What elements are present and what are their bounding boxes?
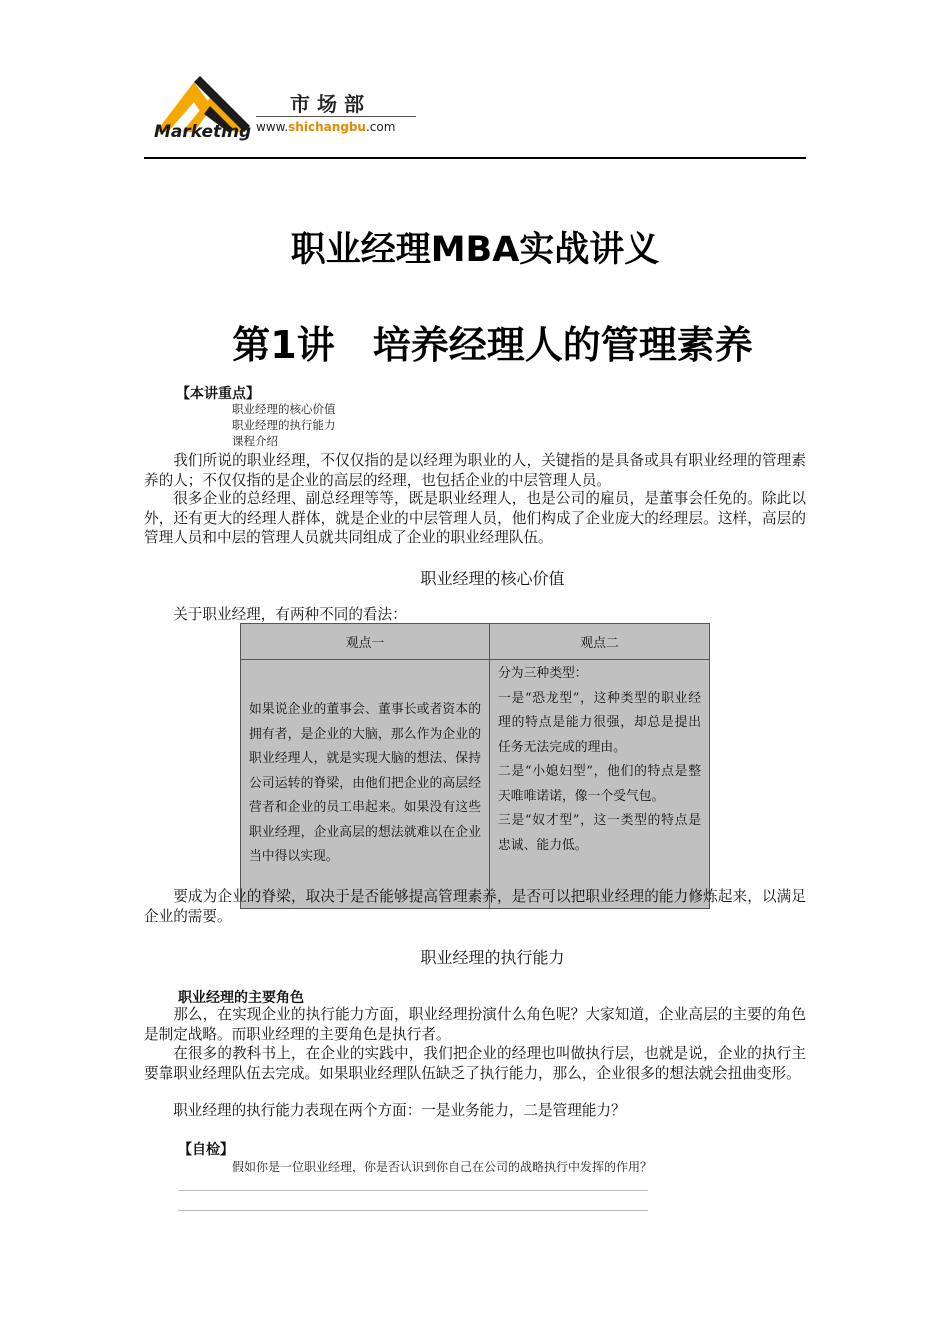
key-point-item: 课程介绍 [232, 434, 278, 448]
viewpoint-two-line: 二是“小媳妇型”，他们的特点是整天唯唯诺诺，像一个受气包。 [498, 764, 701, 804]
table-header-cell: 观点一 [241, 624, 490, 660]
brand-underline [256, 116, 416, 117]
key-point-item: 职业经理的核心价值 [232, 402, 336, 416]
intro-paragraph: 很多企业的总经理、副总经理等等，既是职业经理人，也是公司的雇员，是董事会任免的。除此以外，还有更大的经理人群体，就是企业的中层管理人员，他们构成了企业庞大的经理层。这样，高层的管理人员和中层的管理人员就共同组成了企业的职业经理队伍。 [144, 490, 806, 546]
key-point-item: 职业经理的执行能力 [232, 418, 336, 432]
viewpoints-table [240, 623, 710, 909]
document-title: 职业经理MBA实战讲义 [290, 230, 660, 270]
brand-name: 市场部 [290, 92, 371, 116]
answer-line [178, 1210, 648, 1211]
table-row [241, 660, 710, 909]
brand-url: www.shichangbu.com [256, 120, 396, 134]
table-header-cell: 观点二 [490, 624, 710, 660]
section-heading: 职业经理的执行能力 [420, 948, 565, 967]
self-check-question: 假如你是一位职业经理，你是否认识到你自己在公司的战略执行中发挥的作用？ [232, 1160, 653, 1174]
viewpoint-two-line: 分为三种类型： [498, 666, 588, 681]
table-lead-text: 关于职业经理，有两种不同的看法： [173, 606, 407, 623]
body-paragraph: 那么，在实现企业的执行能力方面，职业经理扮演什么角色呢？大家知道，企业高层的主要的角色是制定战略。而职业经理的主要角色是执行者。 [144, 1006, 806, 1043]
body-paragraph: 职业经理的执行能力表现在两个方面：一是业务能力，二是管理能力？ [173, 1102, 626, 1119]
viewpoint-two-line: 三是“奴才型”，这一类型的特点是忠诚、能力低。 [498, 813, 701, 853]
header-divider [144, 157, 806, 159]
section-conclusion: 要成为企业的脊梁，取决于是否能够提高管理素养，是否可以把职业经理的能力修炼起来，以满足企业的需要。 [144, 888, 806, 925]
section-heading: 职业经理的核心价值 [420, 569, 565, 588]
body-paragraph: 在很多的教科书上，在企业的实践中，我们把企业的经理也叫做执行层，也就是说，企业的执行主要靠职业经理队伍去完成。如果职业经理队伍缺乏了执行能力，那么，企业很多的想法就会扭曲变形。 [144, 1045, 806, 1082]
lecture-title: 第1讲 培养经理人的管理素养 [232, 323, 753, 367]
sub-heading: 职业经理的主要角色 [178, 990, 304, 1006]
self-check-heading: 【自检】 [178, 1142, 234, 1158]
intro-paragraph: 我们所说的职业经理，不仅仅指的是以经理为职业的人，关键指的是具备或具有职业经理的管理素养的人；不仅仅指的是企业的高层的经理，也包括企业的中层管理人员。 [144, 452, 806, 489]
viewpoint-two-cell [490, 660, 710, 909]
logo-wordmark: Marketing [154, 122, 252, 142]
table-header-row [241, 624, 710, 660]
viewpoint-one-cell: 如果说企业的董事会、董事长或者资本的拥有者，是企业的大脑，那么作为企业的职业经理人，就是实现大脑的想法、保持公司运转的脊梁，由他们把企业的高层经营者和企业的员工串起来。如果没有这些职业经理，企业高层的想法就难以在企业当中得以实现。 [241, 660, 490, 909]
viewpoint-two-line: 一是“恐龙型”，这种类型的职业经理的特点是能力很强，却总是提出任务无法完成的理由。 [498, 690, 701, 755]
answer-line [178, 1190, 648, 1191]
key-points-heading: 【本讲重点】 [176, 386, 260, 402]
